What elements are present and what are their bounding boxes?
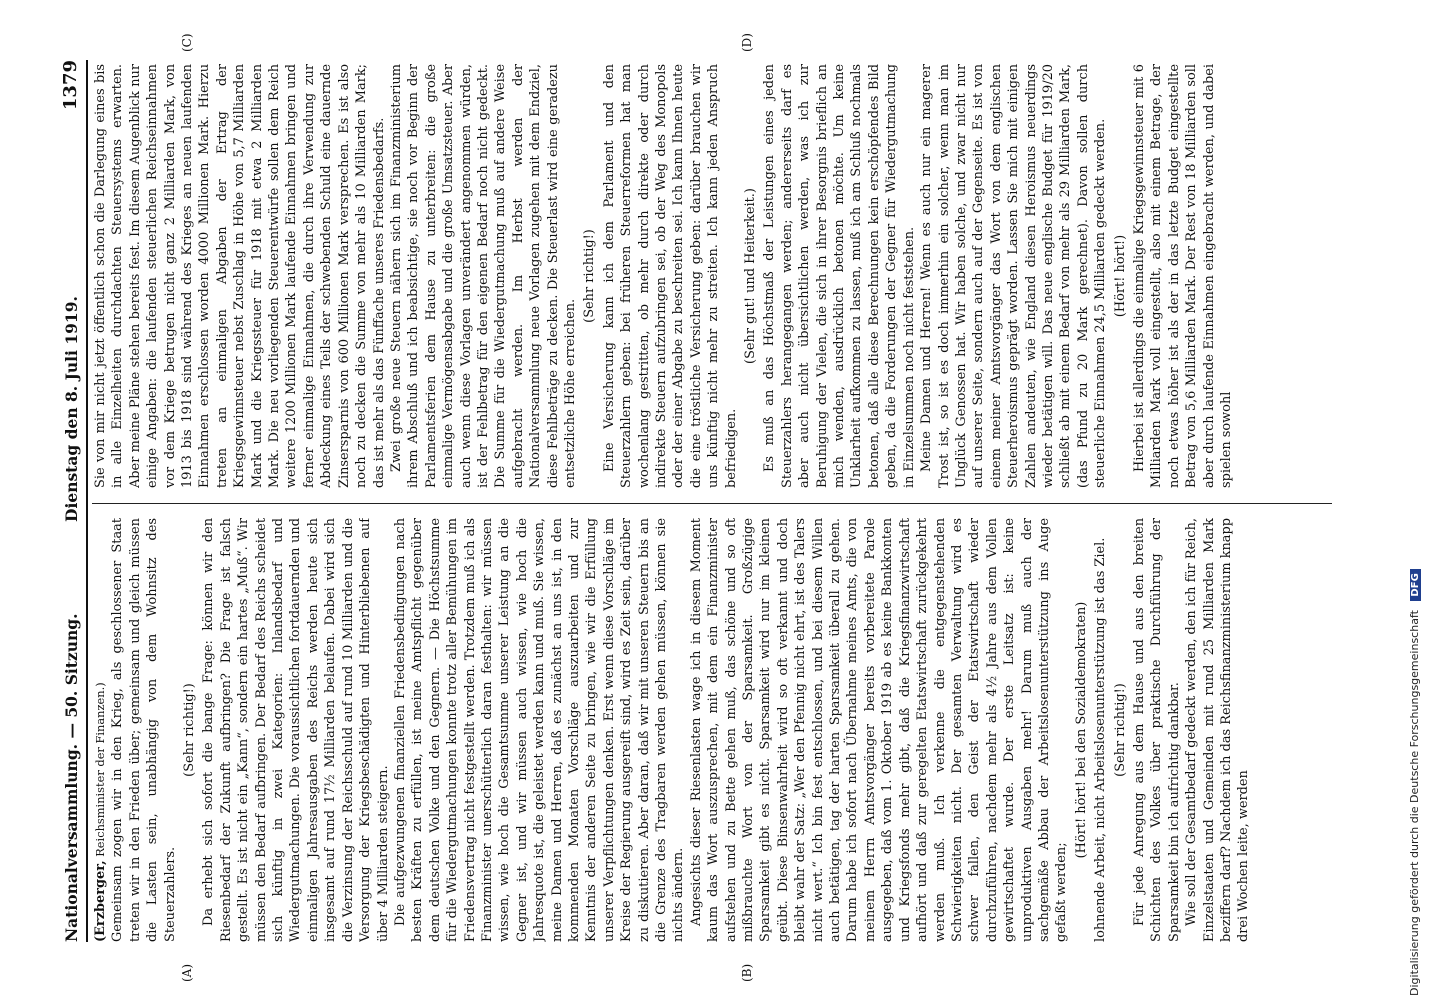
paragraph: Es muß an das Höchstmaß der Leistungen eines jeden Steuerzahlers herangegangen werden; andererseits darf es aber auch nicht übersichtlichen werden, was ich zur Beruhigung der Vielen, die sich in ihrer Besorgnis brieflich an mich wenden, ausdrücklich betonen möchte. Um keine Unklarheit aufkommen zu lassen, muß ich am Schluß nochmals betonen, daß alle diese Berechnungen kein erschöpfendes Bild geben, da die Forderungen der Gegner für Wiedergutmachung in Einzelsummen noch nicht feststehen. [762,64,917,488]
paragraph: Eine Versicherung kann ich dem Parlament und den Steuerzahlern geben: bei früheren Steuerreformen hat man wochenlang gestritten, ob mehr durch direkte oder durch indirekte Steuern aufzubringen sei, ob der Weg des Monopols oder der einer Abgabe zu beschreiten sei. Ich kann Ihnen heute die eine tröstliche Versicherung geben: darüber brauchen wir uns künftig nicht mehr zu streiten. Ich kann jeden Anspruch befriedigen. [601,64,739,488]
paragraph: Meine Damen und Herren! Wenn es auch nur ein magerer Trost ist, so ist es doch immerhin ein solcher, wenn man im Unglück Genossen hat. Wir haben solche, und zwar nicht nur auf unserer Seite, sondern auch auf der Gegenseite. Es ist von einem meiner Amtsvorgänger das Wort von dem englischen Steuerheroismus geprägt worden. Lassen Sie mich mit einigen Zahlen andeuten, wie England diesen Heroismus neuerdings wieder betätigen will. Das neue englische Budget für 1919/20 schließt ab mit einem Bedarf von mehr als 29 Milliarden Mark, (das Pfund zu 20 Mark gerechnet). Davon sollen durch steuerliche Einnahmen 24,5 Milliarden gedeckt werden. [919,64,1109,488]
margin-letter-b: (B) [740,963,754,982]
page-number: 1379 [60,60,81,111]
page-header [52,60,88,942]
dfg-logo: DFG [1410,569,1421,600]
interjection: (Sehr gut! und Heiterkeit.) [743,188,759,364]
paragraph: lohnende Arbeit, nicht Arbeitslosenunterstützung ist das Ziel. [1093,537,1109,942]
header-session: Nationalversammlung. — 50. Sitzung. [62,613,81,942]
paragraph: Für jede Anregung aus dem Hause und aus den breiten Schichten des Volkes über praktische Durchführung der Sparsamkeit bin ich aufrichtig dankbar. [1131,518,1182,942]
paragraph: Wie soll der Gesamtbedarf gedeckt werden, den ich für Reich, Einzelstaaten und Gemeinden mit rund 25 Milliarden Mark beziffern darf? Nachdem ich das Reichsfinanzministerium knapp drei Wochen leite, werden [1184,518,1252,942]
margin-letter-c: (C) [180,33,194,52]
left-column [92,518,1332,942]
interjection: (Hört! hört! bei den Sozialdemokraten) [1073,601,1089,859]
paragraph: Zwei große neue Steuern nähern sich im Finanzministerium ihrem Abschluß und ich beabsichtige, sie noch vor Beginn der Parlamentsferien dem Hause zu unterbreiten: die große einmalige Vermögensabgabe und die große Umsatzsteuer. Aber auch wenn diese Vorlagen unverändert angenommen würden, ist der Fehlbetrag für den eigenen Bedarf noch nicht gedeckt. Die Summe für die Wiedergutmachung muß auf andere Weise aufgebracht werden. Im Herbst werden der Nationalversammlung neue Vorlagen zugehen mit dem Endziel, diese Fehlbeträge zu decken. Die Steuerlast wird eine geradezu entsetzliche Höhe erreichen. [388,64,578,488]
interjection: (Hört! hört!) [1112,234,1128,318]
right-column [92,64,1332,488]
digitization-credit [1406,0,1428,1000]
speaker-name: (Erzberger, [93,860,108,942]
speaker-role: Reichsminister der Finanzen.) [93,682,107,861]
credit-text: Digitalisierung gefördert durch die Deutsche Forschungsgemeinschaft [1408,610,1421,996]
paragraph: Hierbei ist allerdings die einmalige Kriegsgewinnsteuer mit 6 Milliarden Mark voll eingestellt, also mit einem Betrage, der noch etwas höher ist als der in das letzte Budget eingestellte Betrag von 5,6 Milliarden Mark. Der Rest von 18 Milliarden soll aber durch laufende Einnahmen eingebracht werden, und dabei spielen sowohl [1131,64,1234,488]
paragraph: Angesichts dieser Riesenlasten wage ich in diesem Moment kaum das Wort auszusprechen, mit dem ein Finanzminister aufstehen und zu Bette gehen muß, das schöne und so oft mißbrauchte Wort von der Sparsamkeit. Großzügige Sparsamkeit gibt es nicht. Sparsamkeit wird nur im kleinen geübt. Diese Binsenwahrheit wird so oft verkannt und doch bleibt wahr der Satz: „Wer den Pfennig nicht ehrt, ist des Talers nicht wert.“ Ich bin fest entschlossen, und bei diesem Willen auch betätigen, tag der harten Sparsamkeit überall zu gehen. Darum habe ich sofort nach Übernahme meines Amts, die von meinem Herrn Amtsvorgänger bereits vorbereitete Parole ausgegeben, daß vom 1. Oktober 1919 ab es keine Bankkonten und Kriegsfonds mehr gibt, daß die Kriegsfinanzwirtschaft aufhört und daß zur geregelten Etatswirtschaft zurückgekehrt werden muß. Ich verkenne die entgegenstehenden Schwierigkeiten nicht. Der gesamten Verwaltung wird es schwer fallen, den Geist der Etatswirtschaft wieder durchzuführen, nachdem mehr als 4½ Jahre aus dem Vollen gewirtschaftet wurde. Der erste Leitsatz ist: keine unproduktiven Ausgaben mehr! Darum muß auch der sachgemäße Abbau der Arbeitslosenunterstützung ins Auge gefaßt werden; [688,518,1070,942]
paragraph: Die aufgezwungenen finanziellen Friedensbedingungen nach besten Kräften zu erfüllen, ist meine Amtspflicht gegenüber dem deutschen Volke und den Gegnern. — Die Höchstsumme für die Wiedergutmachungen konnte trotz aller Bemühungen im Friedensvertrag nicht festgestellt werden. Trotzdem muß ich als Finanzminister unerschütterlich daran festhalten: wir müssen wissen, wie hoch die Gesamtsumme unserer Leistung an die Gegner ist, und wir müssen auch wissen, wie hoch die Jahresquote ist, die geleistet werden kann und muß. Sie wissen, meine Damen und Herren, daß es zunächst an uns ist, in den kommenden Monaten Vorschläge auszuarbeiten und zur Kenntnis der anderen Seite zu bringen, wie wir die Erfüllung unserer Verpflichtungen denken. Erst wenn diese Vorschläge im Kreise der Regierung ausgereift sind, wird es Zeit sein, darüber zu diskutieren. Aber daran, daß wir mit unseren Steuern bis an die Grenze des Tragbaren werden gehen müssen, können sie nichts ändern. [392,518,687,942]
interjection: (Sehr richtig!) [182,683,198,777]
paragraph: Gemeinsam zogen wir in den Krieg, als geschlossener Staat treten wir in den Frieden über; gemeinsam und gleich müssen die Lasten sein, unabhängig von dem Wohnsitz des Steuerzahlers. [110,518,178,942]
interjection: (Sehr richtig!) [582,229,598,323]
interjection: (Sehr richtig!) [1112,683,1128,777]
paragraph: Sie von mir nicht jetzt öffentlich schon die Darlegung eines bis in alle Einzelheiten durchdachten Steuersystems erwarten. Aber meine Pläne stehen bereits fest. Im diesem Augenblick nur einige Angaben: die laufenden steuerlichen Reichseinnahmen vor dem Kriege betrugen nicht ganz 2 Milliarden Mark, von 1913 bis 1918 sind während des Krieges an neuen laufenden Einnahmen erschlossen worden 4000 Millionen Mark. Hierzu treten an einmaligen Abgaben der Ertrag der Kriegsgewinnsteuer nebst Zuschlag in Höhe von 5,7 Milliarden Mark und die Kriegssteuer für 1918 mit etwa 2 Milliarden Mark. Die neu vorliegenden Steuerentwürfe sollen dem Reich weitere 1200 Millionen Mark laufende Einnahmen bringen und ferner einmalige Einnahmen, die durch ihre Verwendung zur Abdeckung eines Teils der schwebenden Schuld eine dauernde Zinsersparnis von 600 Millionen Mark versprechen. Es ist also noch zu decken die Summe von mehr als 10 Milliarden Mark; das ist mehr als das Fünffache unseres Friedensbedarfs. [93,64,387,488]
margin-letter-a: (A) [180,963,194,982]
speaker-line [92,518,109,942]
paragraph: Da erhebt sich sofort die bange Frage: können wir den Riesenbedarf der Zukunft aufbringen? Die Frage ist falsch gestellt. Es ist nicht ein „Kann“, sondern ein hartes „Muß“. Wir müssen den Bedarf aufbringen. Der Bedarf des Reichs scheidet sich künftig in zwei Kategorien: Inlandsbedarf und Wiedergutmachungen. Die voraussichtlichen fortdauernden und einmaligen Jahresausgaben des Reichs werden heute sich insgesamt auf rund 17½ Milliarden belaufen. Dabei wird sich die Verzinsung der Reichsschuld auf rund 10 Milliarden und die Versorgung der Kriegsbeschädigten und Hinterbliebenen auf über 4 Milliarden steigern. [201,518,391,942]
header-date: Dienstag den 8. Juli 1919. [62,296,81,522]
column-divider [92,503,1332,504]
margin-letter-d: (D) [740,33,754,52]
